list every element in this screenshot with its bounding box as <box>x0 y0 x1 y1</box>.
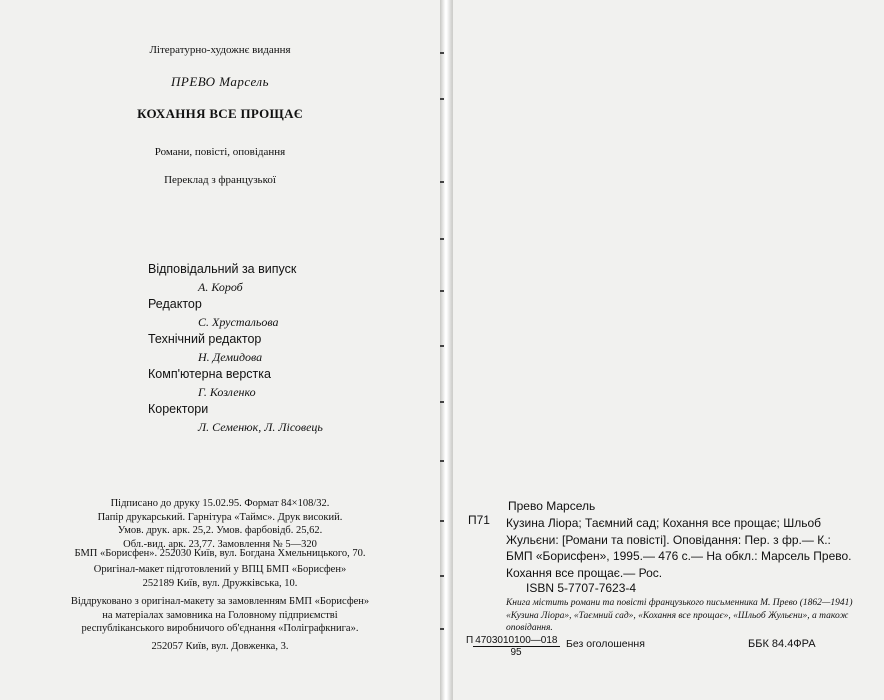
binding-stitch <box>440 290 444 292</box>
binding-stitch <box>440 238 444 240</box>
credit-name: С. Хрустальова <box>198 315 279 329</box>
credit-name: Л. Семенюк, Л. Лісовець <box>198 420 323 434</box>
right-page <box>452 0 884 700</box>
printer-line: Віддруковано з оригінал-макету за замовленням БМП «Борисфен» <box>70 596 370 607</box>
code-denominator: 95 <box>510 647 522 658</box>
layout-credit <box>0 563 440 590</box>
binding-stitch <box>440 98 444 100</box>
publisher-line: БМП «Борисфен». 252030 Київ, вул. Богдана Хмельницького, 70. <box>74 548 366 559</box>
binding-stitch <box>440 575 444 577</box>
bbk-code: ББК 84.4ФРА <box>748 638 816 650</box>
print-spec-line: Підписано до друку 15.02.95. Формат 84×108/32. <box>110 498 330 509</box>
book-gutter <box>440 0 452 700</box>
binding-stitch <box>440 52 444 54</box>
binding-stitch <box>440 345 444 347</box>
catalog-code-fraction <box>466 635 566 658</box>
book-author: ПРЕВО Марсель <box>170 74 269 89</box>
credit-role: Комп'ютерна верстка <box>148 367 271 381</box>
printer-line: республіканського виробничого об'єднання «Поліграфкнига». <box>81 623 359 634</box>
print-spec-line: Обл.-вид. арк. 23,77. Замовлення № 5—320 <box>123 538 317 550</box>
credit-role: Коректори <box>148 402 209 416</box>
translation-line: Переклад з французької <box>164 174 276 186</box>
binding-stitch <box>440 460 444 462</box>
print-spec-line: Умов. друк. арк. 25,2. Умов. фарбовідб. 25,62. <box>117 525 323 536</box>
binding-stitch <box>440 520 444 522</box>
print-spec-line: Папір друкарський. Гарнітура «Таймс». Друк високий. <box>97 511 343 523</box>
code-prefix: П <box>466 635 474 646</box>
credit-name: А. Короб <box>198 280 243 294</box>
catalog-author: Прево Марсель <box>508 499 596 513</box>
binding-stitch <box>440 401 444 403</box>
code-numerator: 4703010100—018 <box>475 635 558 646</box>
classification-code: П71 <box>468 513 490 527</box>
binding-stitch <box>440 181 444 183</box>
credits-block <box>148 261 348 436</box>
credit-role: Технічний редактор <box>148 332 262 346</box>
book-title: КОХАННЯ ВСЕ ПРОЩАЄ <box>137 106 303 121</box>
credit-name: Н. Демидова <box>198 350 263 364</box>
printer-address: 252057 Київ, вул. Довженка, 3. <box>151 641 289 652</box>
catalog-description: Кузина Лiора; Таємний сад; Кохання все прощає; Шльоб Жульєни: [Романи та повісті]. Оповідання: Пер. з фр.— К.: БМП «Борисфен», 1995.— 476 с.— На обкл.: Марсель Прево. Кохання все прощає.— Рос. <box>506 516 852 580</box>
isbn: ISBN 5-7707-7623-4 <box>526 581 637 595</box>
no-announcement: Без оголошення <box>566 638 645 650</box>
genre-line: Романи, повісті, оповідання <box>154 146 286 158</box>
binding-stitch <box>440 628 444 630</box>
layout-line: 252189 Київ, вул. Дружківська, 10. <box>142 577 298 589</box>
layout-line: Оригінал-макет підготовлений у ВПЦ БМП «Борисфен» <box>93 564 347 575</box>
series-label: Літературно-художнє видання <box>149 44 291 56</box>
print-specs <box>0 497 440 551</box>
catalog-annotation: Книга містить романи та повісті французького письменника М. Прево (1862—1941) «Кузина Лiора», «Таємний сад», «Кохання все прощає», «Шльоб Жульєни», а також оповідання. <box>506 598 853 633</box>
printer-line: на матеріалах замовника на Головному підприємстві <box>102 609 338 621</box>
credit-name: Г. Козленко <box>198 385 256 399</box>
credit-role: Редактор <box>148 297 202 311</box>
printer-credit <box>0 595 440 636</box>
credit-role: Відповідальний за випуск <box>148 262 297 276</box>
